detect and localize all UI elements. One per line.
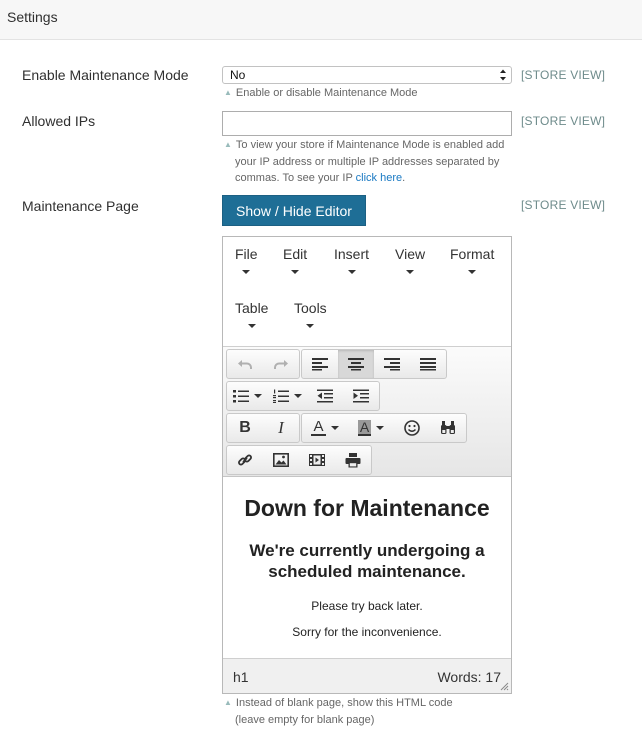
chevron-down-icon bbox=[348, 270, 356, 274]
chevron-down-icon bbox=[331, 426, 339, 430]
maintenance-mode-value: No bbox=[230, 68, 246, 82]
settings-header bbox=[0, 0, 642, 40]
indent-icon[interactable] bbox=[343, 382, 379, 410]
print-icon[interactable] bbox=[335, 446, 371, 474]
allowed-ips-input[interactable] bbox=[222, 111, 512, 136]
chevron-down-icon bbox=[376, 426, 384, 430]
alignment-group bbox=[301, 349, 447, 379]
link-icon[interactable] bbox=[227, 446, 263, 474]
chevron-down-icon bbox=[406, 270, 414, 274]
editor-statusbar bbox=[223, 658, 511, 693]
select-arrows-icon bbox=[499, 68, 507, 82]
maintenance-page-label: Maintenance Page bbox=[22, 198, 139, 214]
note-triangle-icon: ▲ bbox=[224, 698, 232, 707]
content-heading-2: We're currently undergoing a scheduled maintenance. bbox=[249, 541, 485, 581]
chevron-down-icon bbox=[306, 324, 314, 328]
maintenance-mode-select[interactable] bbox=[222, 66, 512, 84]
insert-group bbox=[226, 445, 372, 475]
menu-edit[interactable]: Edit bbox=[283, 246, 307, 274]
maintenance-mode-label: Enable Maintenance Mode bbox=[22, 67, 189, 83]
chevron-down-icon bbox=[248, 324, 256, 328]
content-heading-1: Down for Maintenance bbox=[244, 495, 490, 521]
editor-content[interactable] bbox=[223, 478, 511, 658]
note-triangle-icon: ▲ bbox=[224, 88, 232, 97]
redo-icon[interactable] bbox=[263, 350, 299, 378]
menu-tools[interactable]: Tools bbox=[294, 300, 327, 328]
background-color-icon[interactable]: A bbox=[348, 414, 394, 442]
allowed-ips-note: ▲ To view your store if Maintenance Mode is enabled add your IP address or multiple IP addresses separated by commas. To see your IP click here. bbox=[224, 139, 505, 184]
chevron-down-icon bbox=[242, 270, 250, 274]
format-group bbox=[226, 413, 300, 443]
wysiwyg-editor bbox=[222, 236, 512, 694]
allowed-ips-scope: [STORE VIEW] bbox=[521, 114, 606, 128]
bullet-list-icon[interactable] bbox=[227, 382, 267, 410]
menu-format[interactable]: Format bbox=[450, 246, 494, 274]
word-count: Words: 17 bbox=[437, 669, 501, 685]
list-group bbox=[226, 381, 380, 411]
maintenance-mode-note: ▲ Enable or disable Maintenance Mode bbox=[224, 87, 418, 99]
resize-grip-icon[interactable] bbox=[500, 682, 509, 691]
numbered-list-icon[interactable] bbox=[267, 382, 307, 410]
italic-icon[interactable]: I bbox=[278, 418, 284, 437]
click-here-link[interactable]: click here bbox=[355, 172, 403, 184]
chevron-down-icon bbox=[254, 394, 262, 398]
element-path[interactable]: h1 bbox=[233, 669, 249, 685]
outdent-icon[interactable] bbox=[307, 382, 343, 410]
content-paragraph: Sorry for the inconvenience. bbox=[292, 625, 442, 639]
color-group bbox=[301, 413, 467, 443]
undo-icon[interactable] bbox=[227, 350, 263, 378]
allowed-ips-label: Allowed IPs bbox=[22, 113, 96, 129]
find-replace-icon[interactable] bbox=[430, 414, 466, 442]
page-title: Settings bbox=[7, 9, 58, 25]
history-group bbox=[226, 349, 300, 379]
media-icon[interactable] bbox=[299, 446, 335, 474]
editor-menubar bbox=[223, 237, 511, 347]
align-right-icon[interactable] bbox=[374, 350, 410, 378]
bold-icon[interactable]: B bbox=[239, 419, 251, 436]
menu-file[interactable]: File bbox=[235, 246, 258, 274]
note-triangle-icon: ▲ bbox=[224, 140, 232, 149]
maintenance-mode-scope: [STORE VIEW] bbox=[521, 68, 606, 82]
align-center-icon[interactable] bbox=[338, 350, 374, 378]
menu-insert[interactable]: Insert bbox=[334, 246, 369, 274]
chevron-down-icon bbox=[468, 270, 476, 274]
emoticon-icon[interactable] bbox=[394, 414, 430, 442]
editor-toolbar bbox=[223, 347, 511, 477]
content-paragraph: Please try back later. bbox=[311, 599, 423, 613]
align-justify-icon[interactable] bbox=[410, 350, 446, 378]
menu-table[interactable]: Table bbox=[235, 300, 268, 328]
show-hide-editor-button[interactable]: Show / Hide Editor bbox=[222, 195, 366, 226]
image-icon[interactable] bbox=[263, 446, 299, 474]
text-color-icon[interactable]: A bbox=[302, 414, 348, 442]
align-left-icon[interactable] bbox=[302, 350, 338, 378]
chevron-down-icon bbox=[294, 394, 302, 398]
maintenance-page-note: ▲ Instead of blank page, show this HTML code (leave empty for blank page) bbox=[224, 697, 453, 726]
chevron-down-icon bbox=[291, 270, 299, 274]
maintenance-page-scope: [STORE VIEW] bbox=[521, 198, 606, 212]
menu-view[interactable]: View bbox=[395, 246, 425, 274]
